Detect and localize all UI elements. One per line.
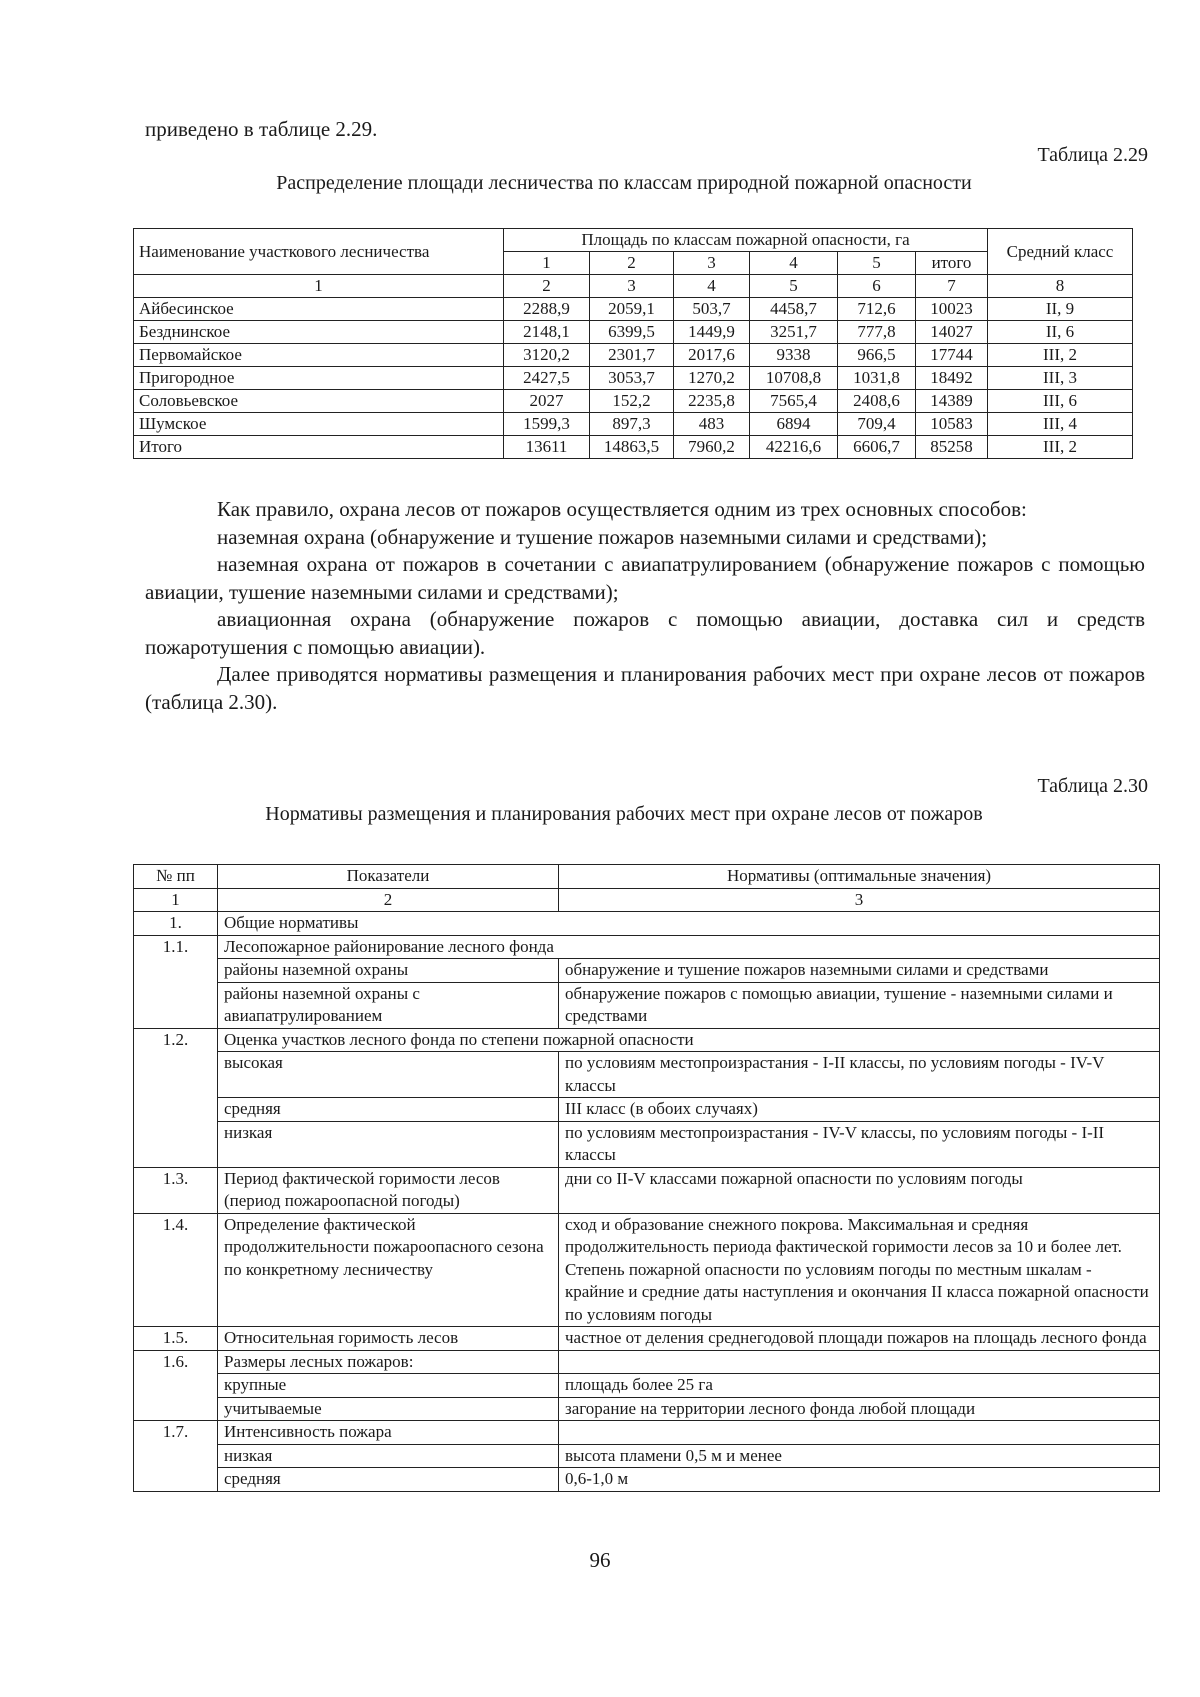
indicator-cell: районы наземной охраны [218,959,559,983]
table-2-30 [133,864,1160,1492]
indicator-cell: Определение фактической продолжительности пожароопасного сезона по конкретному лесничеству [218,1213,559,1327]
table-row [134,436,1133,459]
norm-cell: сход и образование снежного покрова. Максимальная и средняя продолжительность периода фактической горимости лесов за 10 и более лет. Степень пожарной опасности по условиям погоды по местным шкалам - крайние и средние даты наступления и окончания II класса пожарной опасности по условиям погоды [559,1213,1160,1327]
header-num: № пп [134,865,218,889]
paragraph: Далее приводятся нормативы размещения и планирования рабочих мест при охране лесов от пожаров (таблица 2.30). [145,662,1145,714]
indicator-cell: низкая [218,1121,559,1167]
indicator-cell: средняя [218,1098,559,1122]
norm-cell [559,1350,1160,1374]
colnum: 1 [134,888,218,912]
row-value: 85258 [916,436,988,459]
row-value: 14389 [916,390,988,413]
row-value: II, 9 [988,298,1133,321]
section-heading: Лесопожарное районирование лесного фонда [218,935,1160,959]
table-row [134,1167,1160,1213]
colnum-cell: 3 [590,275,674,298]
table-row [134,1121,1160,1167]
table-colnum-row [134,275,1133,298]
row-value: 1599,3 [504,413,590,436]
norm-cell: по условиям местопроизрастания - IV-V классы, по условиям погоды - I-II классы [559,1121,1160,1167]
row-value: III, 3 [988,367,1133,390]
row-value: 503,7 [674,298,750,321]
table-row [134,1327,1160,1351]
table-row [134,1098,1160,1122]
table-2-29 [133,228,1133,459]
row-name: Пригородное [134,367,504,390]
row-value: 2301,7 [590,344,674,367]
row-value: III, 4 [988,413,1133,436]
row-value: 709,4 [838,413,916,436]
row-value: 1270,2 [674,367,750,390]
table-row [134,1350,1160,1374]
row-value: 2017,6 [674,344,750,367]
table-row [134,1028,1160,1052]
section-heading: Оценка участков лесного фонда по степени пожарной опасности [218,1028,1160,1052]
colnum: 3 [559,888,1160,912]
indicator-cell: учитываемые [218,1397,559,1421]
row-value: 897,3 [590,413,674,436]
row-value: 7960,2 [674,436,750,459]
table-row [134,298,1133,321]
header-indicators: Показатели [218,865,559,889]
subheader-cell: 5 [838,252,916,275]
row-value: 1449,9 [674,321,750,344]
table-2-29-title: Распределение площади лесничества по классам природной пожарной опасности [276,172,972,194]
colnum-cell: 2 [504,275,590,298]
table-row [134,1468,1160,1492]
row-name: Соловьевское [134,390,504,413]
norm-cell: III класс (в обоих случаях) [559,1098,1160,1122]
row-value: 6894 [750,413,838,436]
subheader-cell: 4 [750,252,838,275]
row-value: II, 6 [988,321,1133,344]
row-number: 1. [134,912,218,936]
row-number: 1.7. [134,1421,218,1492]
colnum-cell: 4 [674,275,750,298]
body-text [145,496,1145,716]
row-name: Айбесинское [134,298,504,321]
row-value: III, 2 [988,344,1133,367]
table-2-30-label: Таблица 2.30 [1037,775,1148,797]
row-value: 712,6 [838,298,916,321]
row-value: 18492 [916,367,988,390]
table-row [134,413,1133,436]
colnum-cell: 8 [988,275,1133,298]
colnum-cell: 1 [134,275,504,298]
row-value: 152,2 [590,390,674,413]
row-value: 10583 [916,413,988,436]
header-norms: Нормативы (оптимальные значения) [559,865,1160,889]
row-value: 13611 [504,436,590,459]
indicator-cell: Период фактической горимости лесов (период пожароопасной погоды) [218,1167,559,1213]
norm-cell: по условиям местопроизрастания - I-II классы, по условиям погоды - IV-V классы [559,1052,1160,1098]
norm-cell: площадь более 25 га [559,1374,1160,1398]
row-value: 10708,8 [750,367,838,390]
row-value: 14863,5 [590,436,674,459]
row-value: 3251,7 [750,321,838,344]
table-row [134,1052,1160,1098]
row-value: 14027 [916,321,988,344]
row-name: Шумское [134,413,504,436]
table-2-30-title: Нормативы размещения и планирования рабочих мест при охране лесов от пожаров [265,803,983,825]
indicator-cell: Относительная горимость лесов [218,1327,559,1351]
row-value: 2235,8 [674,390,750,413]
table-row [134,1213,1160,1327]
row-name: Итого [134,436,504,459]
row-value: 6399,5 [590,321,674,344]
row-number: 1.4. [134,1213,218,1327]
indicator-cell: Интенсивность пожара [218,1421,559,1445]
row-name: Первомайское [134,344,504,367]
row-number: 1.1. [134,935,218,1028]
row-value: 3120,2 [504,344,590,367]
norm-cell [559,1421,1160,1445]
norm-cell: частное от деления среднегодовой площади пожаров на площадь лесного фонда [559,1327,1160,1351]
table-row [134,390,1133,413]
indicator-cell: Размеры лесных пожаров: [218,1350,559,1374]
table-row [134,1374,1160,1398]
row-name: Безднинское [134,321,504,344]
row-value: 2059,1 [590,298,674,321]
norm-cell: обнаружение пожаров с помощью авиации, тушение - наземными силами и средствами [559,982,1160,1028]
table-row [134,1397,1160,1421]
paragraph: наземная охрана от пожаров в сочетании с авиапатрулированием (обнаружение пожаров с помощью авиации, тушение наземными силами и средствами); [145,552,1145,604]
row-value: 2027 [504,390,590,413]
row-value: 2148,1 [504,321,590,344]
colnum-cell: 7 [916,275,988,298]
subheader-cell: 1 [504,252,590,275]
row-value: 4458,7 [750,298,838,321]
header-avg: Средний класс [988,229,1133,275]
table-row [134,935,1160,959]
row-number: 1.6. [134,1350,218,1421]
row-value: 2288,9 [504,298,590,321]
row-value: 2427,5 [504,367,590,390]
row-value: 3053,7 [590,367,674,390]
row-value: 1031,8 [838,367,916,390]
subheader-cell: 3 [674,252,750,275]
table-row [134,1421,1160,1445]
indicator-cell: крупные [218,1374,559,1398]
table-row [134,959,1160,983]
subheader-cell: 2 [590,252,674,275]
row-value: 6606,7 [838,436,916,459]
indicator-cell: средняя [218,1468,559,1492]
header-name: Наименование участкового лесничества [134,229,504,275]
norm-cell: загорание на территории лесного фонда любой площади [559,1397,1160,1421]
row-value: 7565,4 [750,390,838,413]
table-row [134,1444,1160,1468]
norm-cell: высота пламени 0,5 м и менее [559,1444,1160,1468]
intro-line: приведено в таблице 2.29. [145,117,378,141]
table-row [134,912,1160,936]
indicator-cell: низкая [218,1444,559,1468]
colnum-cell: 5 [750,275,838,298]
header-area: Площадь по классам пожарной опасности, га [504,229,988,252]
row-value: 2408,6 [838,390,916,413]
row-number: 1.5. [134,1327,218,1351]
row-number: 1.3. [134,1167,218,1213]
colnum: 2 [218,888,559,912]
table-row [134,982,1160,1028]
subheader-cell: итого [916,252,988,275]
row-value: 777,8 [838,321,916,344]
row-value: 483 [674,413,750,436]
indicator-cell: высокая [218,1052,559,1098]
paragraph: Как правило, охрана лесов от пожаров осуществляется одним из трех основных способов: [217,497,1027,521]
row-value: III, 6 [988,390,1133,413]
row-value: 42216,6 [750,436,838,459]
row-value: 9338 [750,344,838,367]
section-heading: Общие нормативы [218,912,1160,936]
table-row [134,367,1133,390]
row-value: 966,5 [838,344,916,367]
norm-cell: дни со II-V классами пожарной опасности по условиям погоды [559,1167,1160,1213]
table-2-29-label: Таблица 2.29 [1037,144,1148,166]
table-row [134,321,1133,344]
row-value: 10023 [916,298,988,321]
norm-cell: обнаружение и тушение пожаров наземными силами и средствами [559,959,1160,983]
row-number: 1.2. [134,1028,218,1167]
table-row [134,344,1133,367]
norm-cell: 0,6-1,0 м [559,1468,1160,1492]
row-value: III, 2 [988,436,1133,459]
colnum-cell: 6 [838,275,916,298]
paragraph: авиационная охрана (обнаружение пожаров с помощью авиации, доставка сил и средств пожаротушения с помощью авиации). [145,607,1145,659]
paragraph: наземная охрана (обнаружение и тушение пожаров наземными силами и средствами); [217,524,988,549]
row-value: 17744 [916,344,988,367]
page-number: 96 [589,1548,611,1572]
indicator-cell: районы наземной охраны с авиапатрулированием [218,982,559,1028]
